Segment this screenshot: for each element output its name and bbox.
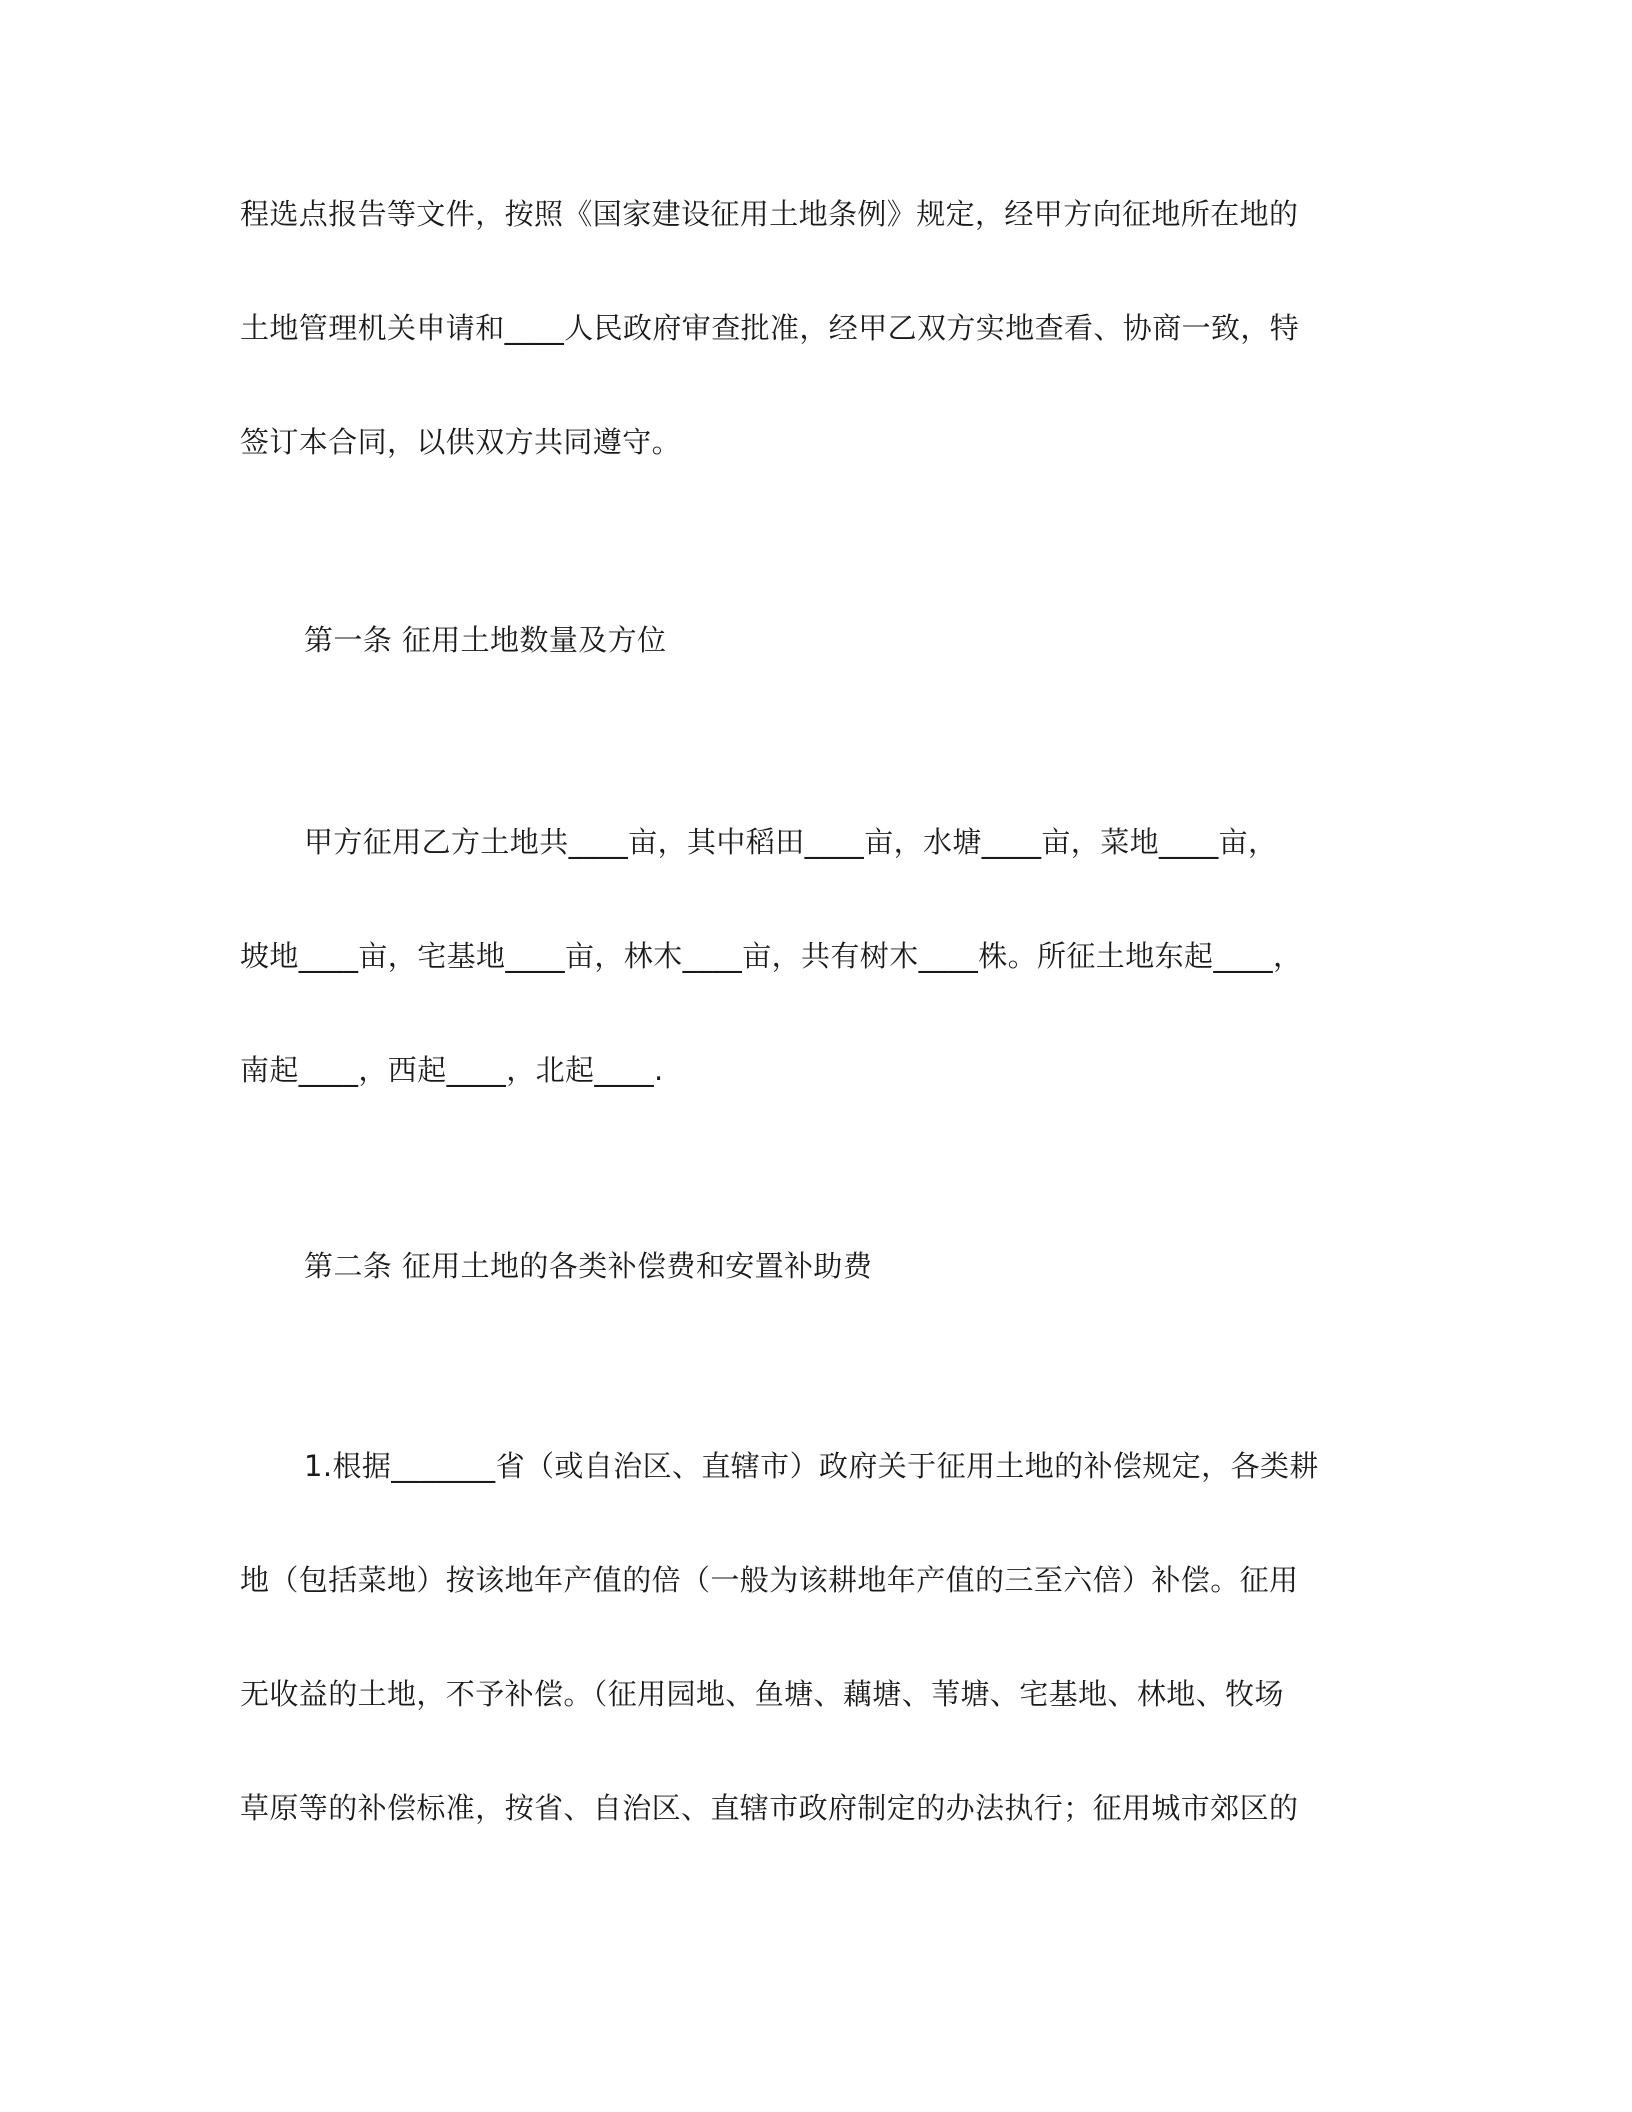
article-2-line-2: 地（包括菜地）按该地年产值的倍（一般为该耕地年产值的三至六倍）补偿。征用	[240, 1563, 1299, 1597]
article-1-heading: 第一条 征用土地数量及方位	[304, 623, 667, 657]
intro-line-1: 程选点报告等文件，按照《国家建设征用土地条例》规定，经甲方向征地所在地的	[240, 197, 1299, 231]
article-2-line-1: 1.根据_______省（或自治区、直辖市）政府关于征用土地的补偿规定，各类耕	[304, 1449, 1319, 1483]
article-1-line-3: 南起____，西起____，北起____.	[240, 1053, 664, 1087]
article-1-line-2: 坡地____亩，宅基地____亩，林木____亩，共有树木____株。所征土地东起____，	[240, 939, 1303, 973]
article-1-line-1: 甲方征用乙方土地共____亩，其中稻田____亩，水塘____亩，菜地____亩，	[304, 825, 1278, 859]
article-2-heading: 第二条 征用土地的各类补偿费和安置补助费	[304, 1249, 873, 1283]
article-2-line-3: 无收益的土地，不予补偿。（征用园地、鱼塘、藕塘、苇塘、宅基地、林地、牧场	[240, 1677, 1284, 1711]
intro-line-3: 签订本合同，以供双方共同遵守。	[240, 425, 682, 459]
article-2-line-4: 草原等的补偿标准，按省、自治区、直辖市政府制定的办法执行；征用城市郊区的	[240, 1791, 1299, 1825]
intro-line-2: 土地管理机关申请和____人民政府审查批准，经甲乙双方实地查看、协商一致，特	[240, 311, 1300, 345]
